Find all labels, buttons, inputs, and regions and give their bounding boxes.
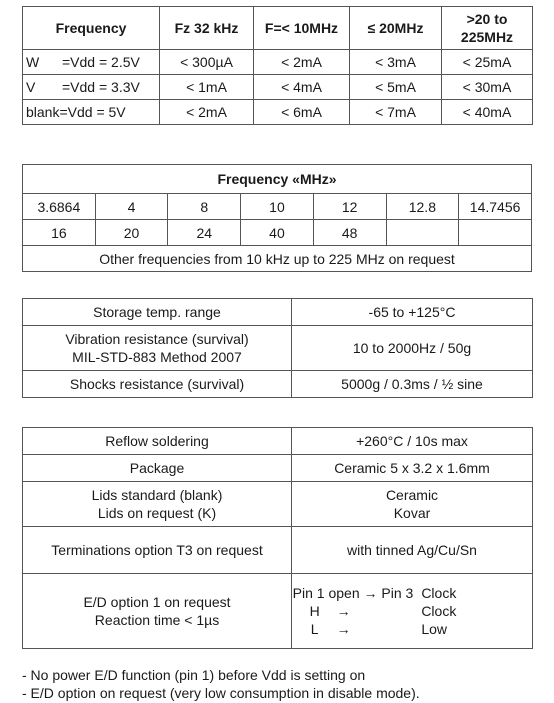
option-voltage: =Vdd = 5V [59, 104, 126, 120]
footnote: - No power E/D function (pin 1) before Vdd is setting on [22, 667, 366, 683]
ed-state-arrow: → [336, 603, 351, 619]
table-row [23, 574, 533, 649]
option-code: V [26, 79, 36, 95]
header-225mhz [442, 7, 533, 50]
frequency-footer: Other frequencies from 10 kHz up to 225 MHz on request [23, 246, 532, 272]
voltage-option [23, 100, 160, 125]
option-code: blank [26, 104, 60, 120]
table-row [23, 371, 533, 398]
footnote: - E/D option on request (very low consumption in disable mode). [22, 685, 420, 701]
package-label: Package [23, 455, 292, 482]
table-cell: < 30mA [442, 75, 533, 100]
ed-label [23, 574, 292, 649]
frequency-value: 40 [241, 220, 314, 246]
storage-label: Storage temp. range [23, 299, 292, 326]
mechanical-table [22, 427, 533, 649]
frequency-value: 16 [23, 220, 96, 246]
ed-state-arrow: → [336, 621, 351, 637]
lids-value-line1: Ceramic [385, 487, 439, 503]
terminations-label: Terminations option T3 on request [23, 527, 292, 574]
table-row [23, 428, 533, 455]
table-cell: < 3mA [350, 50, 442, 75]
ed-state-input [293, 602, 414, 620]
package-value: Ceramic 5 x 3.2 x 1.6mm [292, 455, 533, 482]
table-cell: < 6mA [254, 100, 350, 125]
table-row [23, 326, 533, 371]
table-header-row [23, 165, 532, 194]
table-cell: < 5mA [350, 75, 442, 100]
lids-label-line2: Lids on request (K) [97, 505, 217, 521]
vibration-label-line2: MIL-STD-883 Method 2007 [72, 349, 242, 365]
table-row [23, 220, 532, 246]
frequency-value: 12.8 [386, 194, 459, 220]
frequency-table [22, 164, 532, 272]
vibration-value: 10 to 2000Hz / 50g [292, 326, 533, 371]
frequency-title: Frequency «MHz» [23, 165, 532, 194]
frequency-value: 24 [168, 220, 241, 246]
header-225mhz-text: >20 to 225MHz [460, 11, 514, 45]
voltage-option [23, 75, 160, 100]
reflow-label: Reflow soldering [23, 428, 292, 455]
table-cell: < 2mA [254, 50, 350, 75]
storage-value: -65 to +125°C [292, 299, 533, 326]
table-cell: < 7mA [350, 100, 442, 125]
header-20mhz: ≤ 20MHz [350, 7, 442, 50]
reflow-value: +260°C / 10s max [292, 428, 533, 455]
environmental-table [22, 298, 533, 398]
table-row [23, 246, 532, 272]
frequency-value: 12 [313, 194, 386, 220]
header-10mhz: F=< 10MHz [254, 7, 350, 50]
table-cell: < 4mA [254, 75, 350, 100]
voltage-option [23, 50, 160, 75]
ed-states [293, 584, 532, 638]
table-cell: < 1mA [160, 75, 254, 100]
frequency-value: 3.6864 [23, 194, 96, 220]
ed-state-input [293, 620, 414, 638]
table-row [23, 194, 532, 220]
frequency-value: 20 [95, 220, 168, 246]
option-code: W [26, 54, 40, 70]
frequency-value: 48 [313, 220, 386, 246]
frequency-value: 10 [241, 194, 314, 220]
frequency-value: 14.7456 [459, 194, 532, 220]
ed-state-level: H [309, 603, 320, 619]
lids-value-line2: Kovar [393, 505, 431, 521]
option-voltage: =Vdd = 2.5V [62, 54, 140, 70]
table-row [23, 527, 533, 574]
terminations-value: with tinned Ag/Cu/Sn [292, 527, 533, 574]
lids-label-line1: Lids standard (blank) [91, 487, 223, 503]
power-consumption-table [22, 6, 533, 125]
frequency-value [459, 220, 532, 246]
table-row [23, 299, 533, 326]
table-cell: < 300µA [160, 50, 254, 75]
header-frequency: Frequency [23, 7, 160, 50]
shocks-label: Shocks resistance (survival) [23, 371, 292, 398]
table-cell: < 40mA [442, 100, 533, 125]
shocks-value: 5000g / 0.3ms / ½ sine [292, 371, 533, 398]
frequency-value: 4 [95, 194, 168, 220]
table-header-row [23, 7, 533, 50]
ed-state-output: Clock [421, 585, 457, 601]
header-32khz: Fz 32 kHz [160, 7, 254, 50]
frequency-value [386, 220, 459, 246]
table-row [23, 455, 533, 482]
ed-label-line2: Reaction time < 1µs [94, 612, 220, 628]
table-cell: < 2mA [160, 100, 254, 125]
table-row [23, 482, 533, 527]
table-cell: < 25mA [442, 50, 533, 75]
option-voltage: =Vdd = 3.3V [62, 79, 140, 95]
vibration-label [23, 326, 292, 371]
ed-state-output: Low [421, 621, 447, 637]
ed-state-level: L [310, 621, 319, 637]
ed-state-output: Clock [421, 603, 457, 619]
ed-state-input: Pin 1 open → Pin 3 [292, 585, 414, 601]
table-row [23, 50, 533, 75]
ed-truth-table [292, 574, 533, 649]
table-row [23, 100, 533, 125]
lids-value [292, 482, 533, 527]
footnotes [22, 666, 420, 702]
lids-label [23, 482, 292, 527]
table-row [23, 75, 533, 100]
vibration-label-line1: Vibration resistance (survival) [65, 331, 249, 347]
frequency-value: 8 [168, 194, 241, 220]
ed-label-line1: E/D option 1 on request [83, 594, 231, 610]
